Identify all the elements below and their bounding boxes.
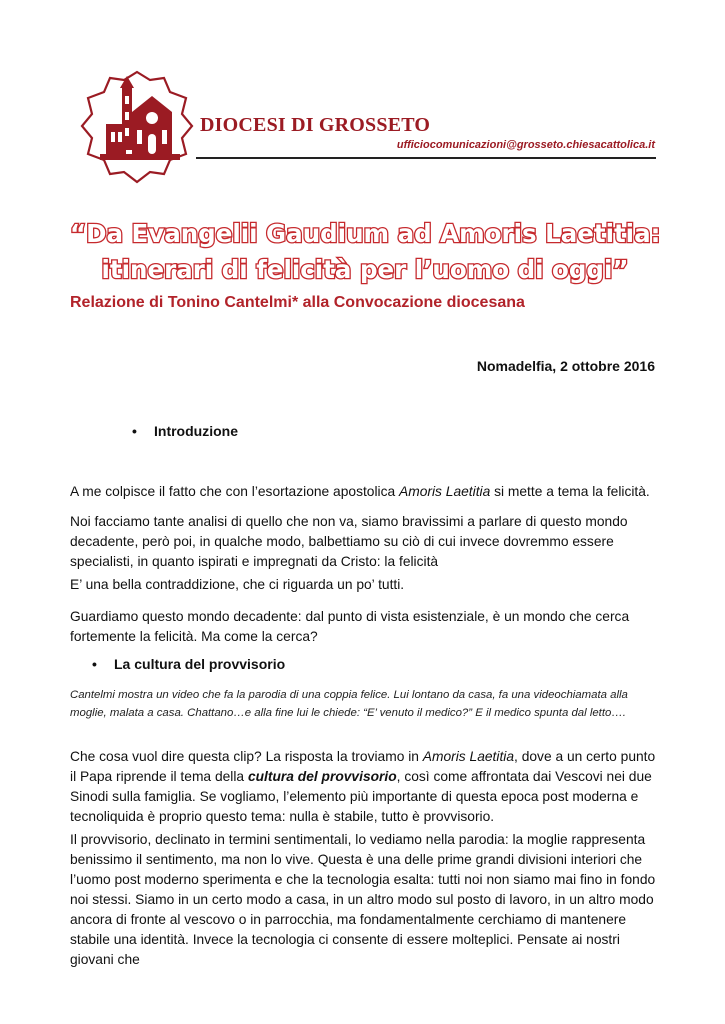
paragraph: Il provvisorio, declinato in termini sentimentali, lo vediamo nella parodia: la moglie rappresenta benissimo il sentimento, ma non lo vive. Questa è una delle prime grandi divisioni interiori che l’uomo post moderno sperimenta e che la tecnologia esalta: tutti noi non siamo mai fino in fondo noi stessi. Siamo in un certo modo a casa, in un altro modo sul posto di lavoro, in un altro modo ancora di fronte al vescovo o in parrocchia, ma fondamentalmente cerchiamo di mantenere stabile una identità. Invece la tecnologia ci consente di essere molteplici. Pensate ai nostri giovani che xyxy=(70,832,656,967)
title-line-2: itinerari di felicità per l’uomo di oggi” xyxy=(101,255,629,284)
section-heading-cultura-provvisorio xyxy=(92,656,285,672)
paragraph: Noi facciamo tante analisi di quello che non va, siamo bravissimi a parlare di questo mondo decadente, però poi, in qualche modo, balbettiamo su ciò di cui invece dovremmo essere specialisti, in quanto ispirati e impregnati da Cristo: la felicità xyxy=(70,514,628,569)
emphasis-text: Amoris Laetitia xyxy=(422,749,515,764)
bullet-icon: • xyxy=(132,423,137,439)
paragraph xyxy=(70,747,660,827)
video-note: Cantelmi mostra un video che fa la parodia di una coppia felice. Lui lontano da casa, fa una videochiamata alla moglie, malata a casa. Chattano…e alla fine lui le chiede: “E’ venuto il medico?” E il medico spunta dal letto…. xyxy=(70,689,628,719)
title-line-1: “Da Evangelii Gaudium ad Amoris Laetitia: xyxy=(70,219,661,248)
subtitle: Relazione di Tonino Cantelmi* alla Convocazione diocesana xyxy=(70,294,525,311)
emphasis-text: cultura del provvisorio xyxy=(247,769,397,784)
paragraph: Guardiamo questo mondo decadente: dal punto di vista esistenziale, è un mondo che cerca fortemente la felicità. Ma come la cerca? xyxy=(70,609,630,644)
document-title xyxy=(70,216,660,288)
section-heading-introduzione xyxy=(132,423,238,439)
dateline: Nomadelfia, 2 ottobre 2016 xyxy=(476,358,655,374)
diocese-name: DIOCESI DI GROSSETO xyxy=(200,114,431,136)
bullet-icon: • xyxy=(92,656,97,672)
paragraph xyxy=(70,482,660,502)
paragraph: E’ una bella contraddizione, che ci riguarda un po’ tutti. xyxy=(70,577,405,592)
paragraph-text: , dove a un certo punto il Papa riprende il tema della xyxy=(70,749,656,784)
paragraph-text: , così come affrontata dai Vescovi nei due Sinodi sulla famiglia. Se vogliamo, l’elemento più importante di questa epoca post moderna e tecnoliquida è proprio questo tema: nulla è stabile, tutto è provvisorio. xyxy=(70,769,652,824)
paragraph-text: Che cosa vuol dire questa clip? La risposta la troviamo in xyxy=(70,749,423,764)
paragraph-text: A me colpisce il fatto che con l’esortazione apostolica xyxy=(70,484,400,499)
cathedral-seal-icon xyxy=(78,68,196,186)
section-heading-label: Introduzione xyxy=(154,423,238,439)
contact-email[interactable]: ufficiocomunicazioni@grosseto.chiesacattolica.it xyxy=(396,139,655,151)
emphasis-text: Amoris Laetitia xyxy=(399,484,491,499)
section-heading-label: La cultura del provvisorio xyxy=(114,656,286,672)
paragraph-text: si mette a tema la felicità. xyxy=(490,484,650,499)
header-divider xyxy=(196,157,656,159)
